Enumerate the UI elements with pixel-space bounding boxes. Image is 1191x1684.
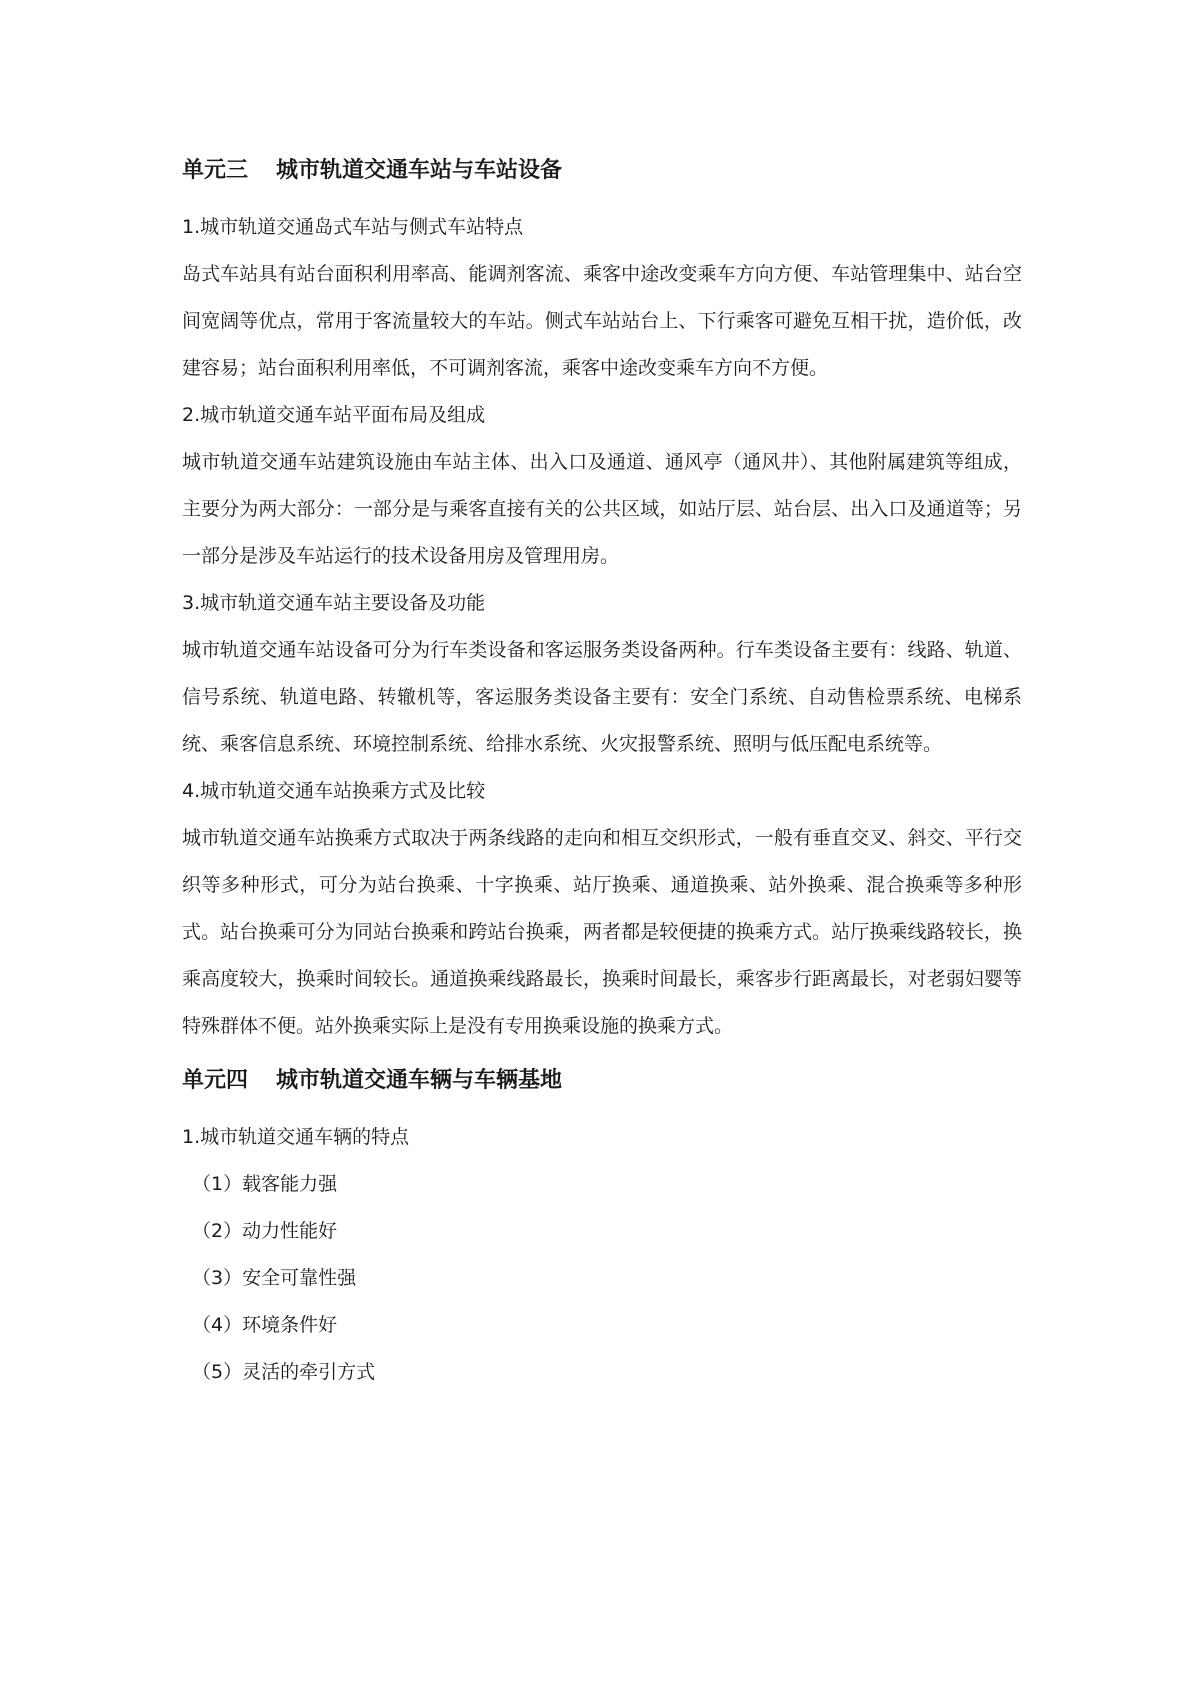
- section-body: 岛式车站具有站台面积利用率高、能调剂客流、乘客中途改变乘车方向方便、车站管理集中、站台空间宽阔等优点，常用于客流量较大的车站。侧式车站站台上、下行乘客可避免互相干扰，造价低，改建容易；站台面积利用率低，不可调剂客流，乘客中途改变乘车方向不方便。: [182, 263, 1022, 379]
- section-body: 城市轨道交通车站设备可分为行车类设备和客运服务类设备两种。行车类设备主要有：线路、轨道、信号系统、轨道电路、转辙机等，客运服务类设备主要有：安全门系统、自动售检票系统、电梯系统、乘客信息系统、环境控制系统、给排水系统、火灾报警系统、照明与低压配电系统等。: [182, 639, 1022, 755]
- section-body: 城市轨道交通车站建筑设施由车站主体、出入口及通道、通风亭（通风井）、其他附属建筑等组成，主要分为两大部分：一部分是与乘客直接有关的公共区域，如站厅层、站台层、出入口及通道等；另一部分是涉及车站运行的技术设备用房及管理用房。: [182, 451, 1022, 567]
- list-item: （4）环境条件好: [192, 1314, 338, 1336]
- list-item: （5）灵活的牵引方式: [192, 1361, 376, 1383]
- section-heading: 2.城市轨道交通车站平面布局及组成: [182, 404, 486, 426]
- section-heading: 3.城市轨道交通车站主要设备及功能: [182, 592, 486, 614]
- section-body: 城市轨道交通车站换乘方式取决于两条线路的走向和相互交织形式，一般有垂直交叉、斜交、平行交织等多种形式，可分为站台换乘、十字换乘、站厅换乘、通道换乘、站外换乘、混合换乘等多种形式。站台换乘可分为同站台换乘和跨站台换乘，两者都是较便捷的换乘方式。站厅换乘线路较长，换乘高度较大，换乘时间较长。通道换乘线路最长，换乘时间最长，乘客步行距离最长，对老弱妇婴等特殊群体不便。站外换乘实际上是没有专用换乘设施的换乘方式。: [182, 827, 1022, 1037]
- unit3-label: 单元三: [182, 158, 249, 183]
- unit4-label: 单元四: [182, 1068, 249, 1093]
- list-item: （3）安全可靠性强: [192, 1267, 357, 1289]
- unit3-title-text: 城市轨道交通车站与车站设备: [276, 158, 563, 183]
- section-heading: 1.城市轨道交通岛式车站与侧式车站特点: [182, 216, 524, 238]
- unit4-title-text: 城市轨道交通车辆与车辆基地: [276, 1068, 563, 1093]
- section-heading: 4.城市轨道交通车站换乘方式及比较: [182, 780, 486, 802]
- document-page: [182, 156, 1022, 1396]
- unit4-title: [182, 1066, 1022, 1096]
- list-item: （2）动力性能好: [192, 1220, 338, 1242]
- section-heading: 1.城市轨道交通车辆的特点: [182, 1126, 410, 1148]
- list-item: （1）载客能力强: [192, 1173, 338, 1195]
- unit3-title: [182, 156, 1022, 186]
